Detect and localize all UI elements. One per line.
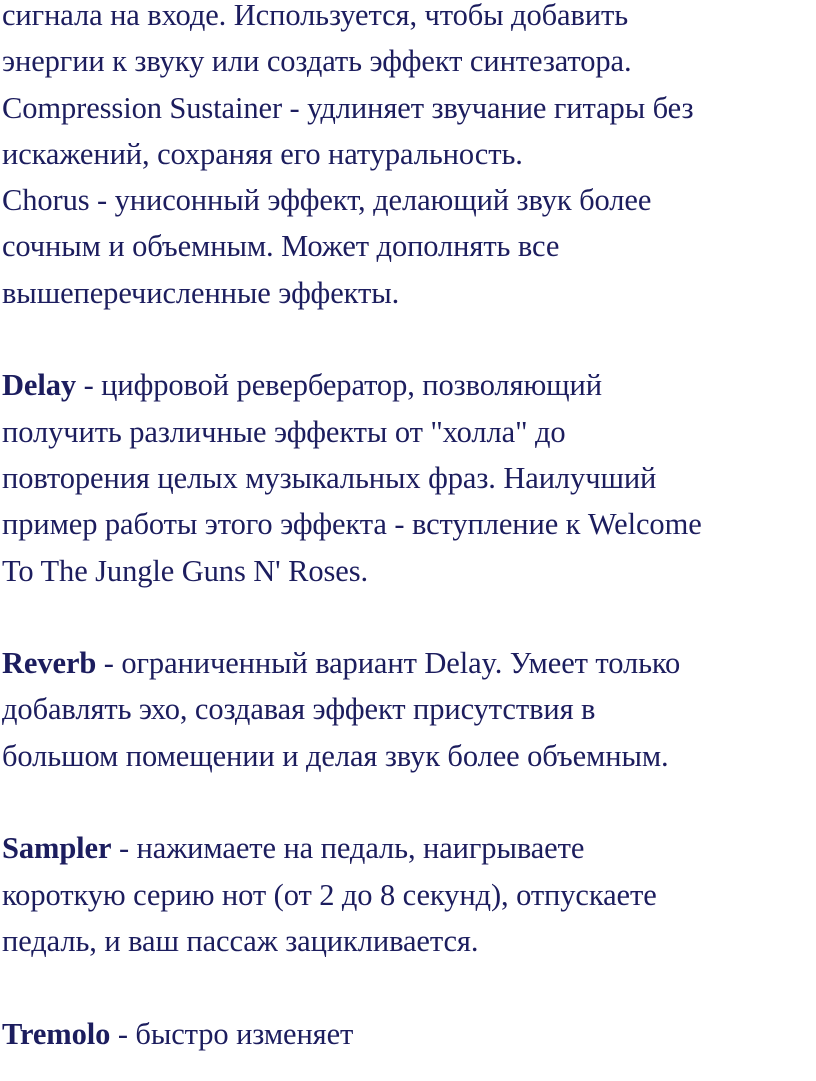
text-line bbox=[2, 362, 814, 408]
text-line: вышеперечисленные эффекты. bbox=[2, 275, 400, 310]
tremolo-term: Tremolo bbox=[2, 1016, 111, 1051]
text-line: добавлять эхо, создавая эффект присутствия в bbox=[2, 692, 596, 727]
tremolo-description-start: - быстро изменяет bbox=[110, 1016, 354, 1051]
reverb-term: Reverb bbox=[2, 646, 97, 681]
text-line bbox=[2, 1011, 814, 1057]
text-line: искажений, сохраняя его натуральность. bbox=[2, 136, 523, 171]
reverb-paragraph bbox=[2, 640, 814, 779]
tremolo-paragraph bbox=[2, 1011, 814, 1057]
document-page bbox=[2, 0, 814, 1057]
sampler-description-start: - нажимаете на педаль, наигрываете bbox=[111, 831, 585, 866]
intro-paragraph bbox=[2, 0, 814, 316]
sampler-paragraph bbox=[2, 825, 814, 964]
text-line: короткую серию нот (от 2 до 8 секунд), отпускаете bbox=[2, 877, 657, 912]
text-line bbox=[2, 640, 814, 686]
text-line: пример работы этого эффекта - вступление к Welcome bbox=[2, 507, 702, 542]
paragraph-spacer bbox=[2, 964, 814, 1010]
text-line: большом помещении и делая звук более объемным. bbox=[2, 738, 669, 773]
text-line: сочным и объемным. Может дополнять все bbox=[2, 229, 560, 264]
text-line bbox=[2, 825, 814, 871]
paragraph-spacer bbox=[2, 594, 814, 640]
paragraph-spacer bbox=[2, 779, 814, 825]
reverb-description-start: - ограниченный вариант Delay. Умеет только bbox=[96, 646, 681, 681]
text-line: энергии к звуку или создать эффект синтезатора. bbox=[2, 44, 632, 79]
delay-paragraph bbox=[2, 362, 814, 593]
sampler-term: Sampler bbox=[2, 831, 112, 866]
text-line: повторения целых музыкальных фраз. Наилучший bbox=[2, 460, 657, 495]
text-line: получить различные эффекты от "холла" до bbox=[2, 414, 566, 449]
text-line: Chorus - унисонный эффект, делающий звук более bbox=[2, 183, 652, 218]
delay-term: Delay bbox=[2, 368, 77, 403]
text-line: педаль, и ваш пассаж зацикливается. bbox=[2, 923, 479, 958]
text-line: To The Jungle Guns N' Roses. bbox=[2, 553, 368, 588]
paragraph-spacer bbox=[2, 316, 814, 362]
text-line: сигнала на входе. Используется, чтобы добавить bbox=[2, 0, 629, 32]
delay-description-start: - цифровой ревербератор, позволяющий bbox=[76, 368, 603, 403]
text-line: Compression Sustainer - удлиняет звучание гитары без bbox=[2, 90, 694, 125]
